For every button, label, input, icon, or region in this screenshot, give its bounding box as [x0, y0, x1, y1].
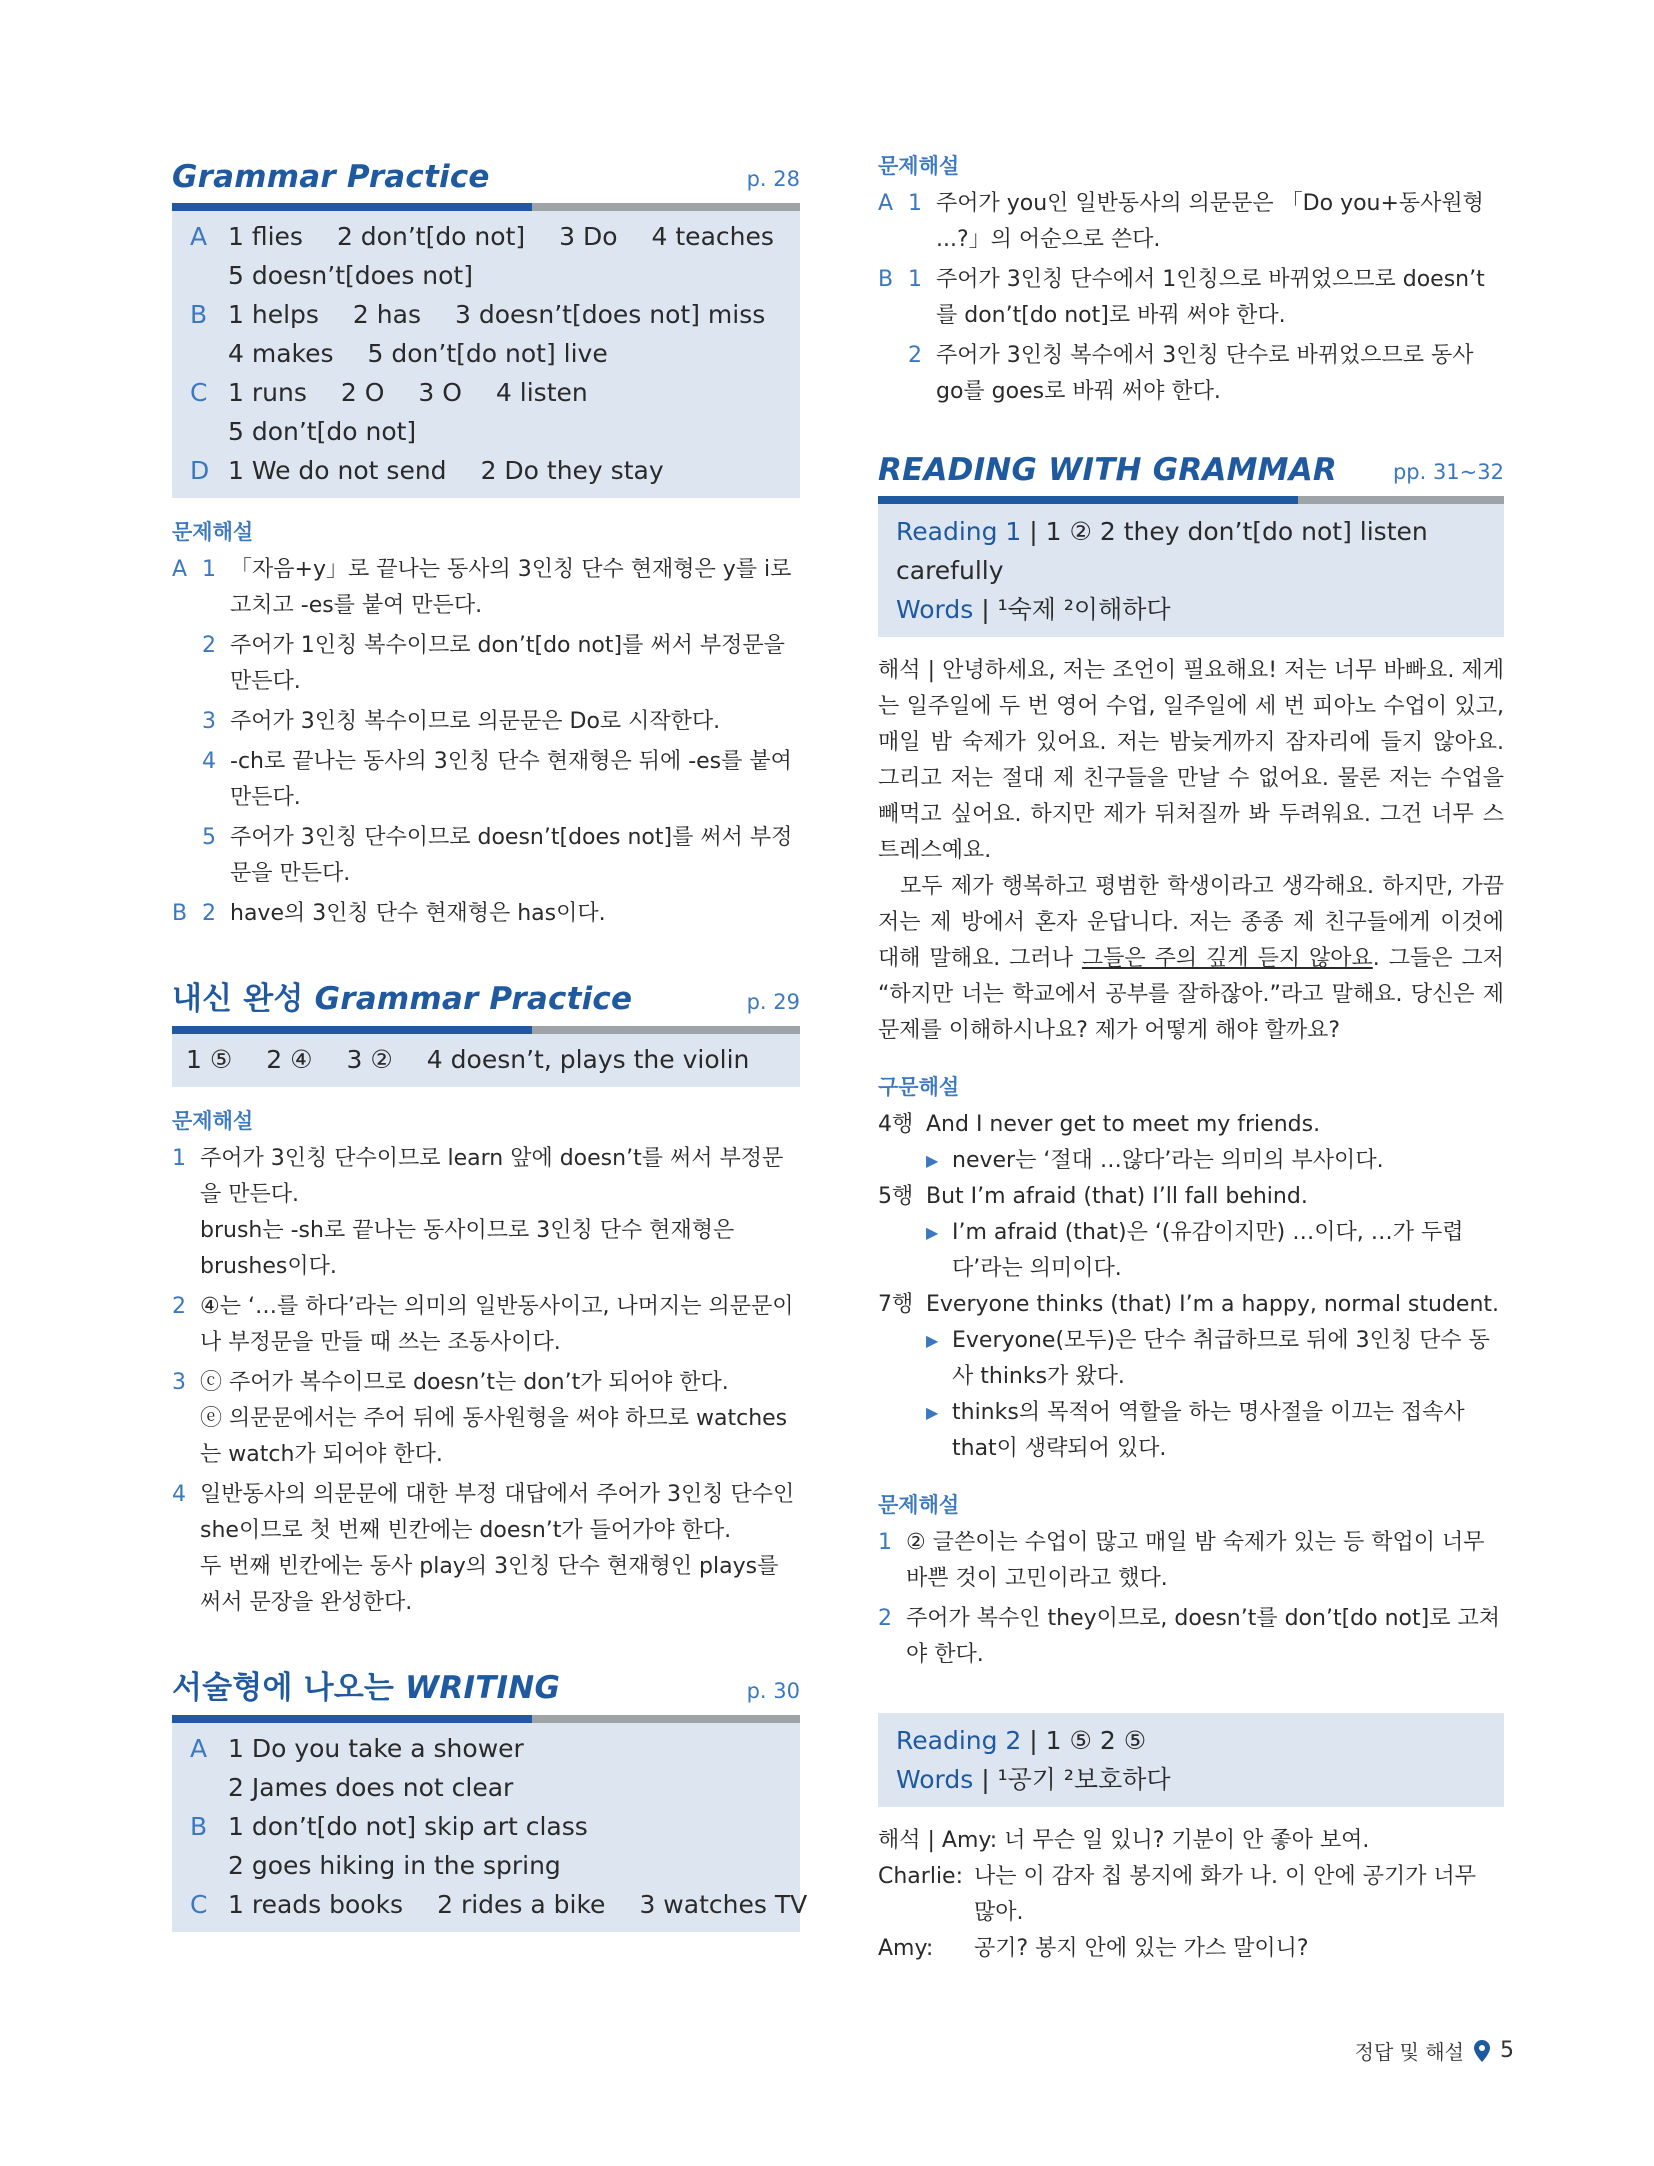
- explanation-number: 4: [202, 749, 216, 774]
- answer-letter: A: [190, 222, 208, 251]
- explanation-heading: 문제해설: [878, 154, 960, 178]
- explanation-letter: A: [878, 191, 894, 216]
- explanation-letter: [172, 628, 202, 700]
- explanation-number: 1: [878, 1530, 892, 1555]
- explanation-line: ⓔ 의문문에서는 주어 뒤에 동사원형을 써야 하므로 watches는 watch가 되어야 한다.: [200, 1406, 788, 1467]
- explanation-item: [172, 820, 800, 892]
- answer-item: 1 We do not send: [228, 456, 447, 485]
- dialogue-line: [878, 1859, 1504, 1931]
- dialogue-text: 공기? 봉지 안에 있는 가스 말이니?: [974, 1936, 1309, 1961]
- answer-items: [228, 1807, 622, 1846]
- explanation-line: brush는 -sh로 끝나는 동사이므로 3인칭 단수 현재형은 brushes이다.: [200, 1218, 735, 1279]
- explanation-item: [172, 744, 800, 816]
- answer-item: 3 Do: [559, 222, 618, 251]
- explanation-text: 주어가 1인칭 복수이므로 don’t[do not]를 써서 부정문을 만든다.: [230, 633, 785, 694]
- section-title: Grammar Practice: [172, 159, 490, 195]
- explanation-list: [172, 1141, 800, 1621]
- explanation-number: 1: [908, 191, 922, 216]
- reading-answers: 1 ② 2 they don’t[do not] listen carefully: [896, 517, 1428, 585]
- section-header-naesin: [172, 978, 800, 1026]
- translation-para-2a: 모두 제가 행복하고 평범한 학생이라고 생각해요. 하지만, 가끔 저는 제 방에서 혼자 운답니다. 저는 종종 제 친구들에게 이것에 대해 말해요. 그러나: [878, 874, 1504, 971]
- answer-item: 1 reads books: [228, 1890, 404, 1919]
- grammar-note: [878, 1215, 1504, 1287]
- answer-row: [190, 334, 782, 373]
- explanation-text: 주어가 복수인 they이므로, doesn’t를 don’t[do not]로 고쳐야 한다.: [906, 1606, 1500, 1667]
- answer-items: [228, 1885, 841, 1924]
- explanation-number: 2: [202, 633, 216, 658]
- grammar-line: [878, 1179, 1504, 1215]
- answer-box: [172, 1723, 808, 1932]
- explanation-number: 2: [908, 343, 922, 368]
- explanation-list: [172, 552, 800, 932]
- explanation-number: 2: [878, 1606, 892, 1631]
- answer-item: 1 Do you take a shower: [228, 1734, 524, 1763]
- reading-answer-box: Reading 1 | 1 ② 2 they don’t[do not] listen carefully Words | ¹숙제 ²이해하다: [878, 504, 1504, 637]
- answer-box: [172, 211, 800, 498]
- answer-row: [186, 1040, 782, 1079]
- answer-item: 4 doesn’t, plays the violin: [426, 1045, 750, 1074]
- location-pin-icon: [1474, 2040, 1490, 2062]
- speaker: Amy:: [941, 1828, 998, 1853]
- explanation-heading: 문제해설: [172, 1109, 254, 1133]
- explanation-item: [172, 1141, 800, 1285]
- explanation-text: 주어가 3인칭 단수에서 1인칭으로 바뀌었으므로 doesn’t를 don’t[do not]로 바꿔 써야 한다.: [936, 267, 1485, 328]
- answer-row: [190, 295, 782, 334]
- answer-items: [228, 373, 622, 412]
- grammar-line: [878, 1287, 1504, 1323]
- explanation-list: [878, 186, 1504, 410]
- explanation-text: [200, 1365, 800, 1473]
- explanation-text: [200, 1289, 800, 1361]
- explanation-item: [878, 338, 1504, 410]
- answer-row: [190, 256, 782, 295]
- explanation-item: [172, 896, 800, 932]
- grammar-sentence: And I never get to meet my friends.: [926, 1112, 1321, 1137]
- grammar-notes: [878, 1107, 1504, 1467]
- triangle-bullet-icon: ▶: [926, 1223, 939, 1242]
- words-answers: ¹공기 ²보호하다: [997, 1765, 1171, 1794]
- explanation-text: 「자음+y」로 끝나는 동사의 3인칭 단수 현재형은 y를 i로 고치고 -es를 붙여 만든다.: [230, 557, 792, 618]
- section-rule: [878, 496, 1504, 504]
- explanation-text: 주어가 3인칭 단수이므로 doesn’t[does not]를 써서 부정문을 만든다.: [230, 825, 793, 886]
- explanation-number: 1: [908, 267, 922, 292]
- answer-item: 2 Do they stay: [480, 456, 664, 485]
- answer-item: 3 O: [418, 378, 462, 407]
- grammar-note: [878, 1395, 1504, 1467]
- explanation-letter: B: [878, 267, 894, 292]
- answer-item: 2 goes hiking in the spring: [228, 1851, 561, 1880]
- words-label: Words: [896, 1765, 974, 1794]
- triangle-bullet-icon: ▶: [926, 1151, 939, 1170]
- answer-items: [228, 1729, 558, 1768]
- answer-row: [190, 1768, 782, 1807]
- section-title-kr: 내신 완성: [172, 981, 304, 1017]
- explanation-item: [172, 1365, 800, 1473]
- answer-items: [228, 1768, 547, 1807]
- explanation-letter: A: [172, 557, 188, 582]
- answer-row: [190, 412, 782, 451]
- answer-item: 5 doesn’t[does not]: [228, 261, 473, 290]
- speaker: Charlie:: [878, 1864, 964, 1889]
- explanation-item: [172, 1289, 800, 1361]
- explanation-text: ② 글쓴이는 수업이 많고 매일 밤 숙제가 있는 등 학업이 너무 바쁜 것이 고민이라고 했다.: [906, 1530, 1485, 1591]
- answer-item: 2 rides a bike: [437, 1890, 606, 1919]
- explanation-text: 주어가 3인칭 복수이므로 의문문은 Do로 시작한다.: [230, 709, 721, 734]
- explanation-heading: 문제해설: [878, 1493, 960, 1517]
- translation-para-2b: . 그들은 그저 “하지만 너는 학교에서 공부를 잘하잖아.”라고 말해요. 당신은 제 문제를 이해하시나요? 제가 어떻게 해야 할까요?: [878, 946, 1504, 1043]
- dialogue-line: [878, 1823, 1504, 1859]
- reading-answers: 1 ⑤ 2 ⑤: [1045, 1726, 1147, 1755]
- grammar-line: [878, 1107, 1504, 1143]
- section-title-en: Grammar Practice: [314, 981, 633, 1017]
- section-title-kr: 서술형에 나오는: [172, 1670, 395, 1706]
- explanation-text: 주어가 you인 일반동사의 의문문은 「Do you+동사원형 ...?」의 어순으로 쓴다.: [936, 191, 1484, 252]
- answer-item: 2 don’t[do not]: [336, 222, 526, 251]
- explanation-letter: B: [172, 901, 188, 926]
- answer-items: [228, 451, 698, 490]
- answer-item: 2 James does not clear: [228, 1773, 514, 1802]
- section-rule: [172, 1026, 800, 1034]
- explanation-line: ⓒ 주어가 복수이므로 doesn’t는 don’t가 되어야 한다.: [200, 1370, 729, 1395]
- answer-row: [190, 1807, 782, 1846]
- explanation-item: [878, 1601, 1504, 1673]
- answer-items: [228, 217, 808, 256]
- answer-item: 1 helps: [228, 300, 319, 329]
- dialogue-text: 너 무슨 일 있니? 기분이 안 좋아 보여.: [1004, 1828, 1370, 1853]
- grammar-note: [878, 1143, 1504, 1179]
- answer-items: [228, 295, 799, 334]
- grammar-note: [878, 1323, 1504, 1395]
- section-header-reading: [878, 448, 1504, 496]
- triangle-bullet-icon: ▶: [926, 1331, 939, 1350]
- explanation-item: [878, 1525, 1504, 1597]
- page-footer: [1355, 2036, 1514, 2065]
- page-ref: pp. 31~32: [1392, 460, 1504, 484]
- answer-row: [190, 217, 782, 256]
- answer-item: 2 ④: [266, 1045, 313, 1074]
- translation-para-1: 안녕하세요, 저는 조언이 필요해요! 저는 너무 바빠요. 제게는 일주일에 두 번 영어 수업, 일주일에 세 번 피아노 수업이 있고, 매일 밤 숙제가 있어요. 저는 밤늦게까지 잠자리에 들지 않아요. 그리고 저는 절대 제 친구들을 만날 수 없어요. 물론 저는 수업을 빼먹고 싶어요. 하지만 제가 뒤처질까 봐 두려워요. 그건 너무 스트레스예요.: [878, 658, 1504, 863]
- answer-row: [190, 1846, 782, 1885]
- speaker: Amy:: [878, 1936, 934, 1961]
- explanation-item: [878, 262, 1504, 334]
- page-ref: p. 29: [746, 990, 800, 1014]
- answer-item: 3 doesn’t[does not] miss: [454, 300, 766, 329]
- dialogue-line: [878, 1931, 1504, 1967]
- explanation-item: [172, 552, 800, 624]
- explanation-line: 두 번째 빈칸에는 동사 play의 3인칭 단수 현재형인 plays를 써서 문장을 완성한다.: [200, 1554, 779, 1615]
- explanation-text: have의 3인칭 단수 현재형은 has이다.: [230, 901, 606, 926]
- answer-items: [228, 1846, 595, 1885]
- footer-label: 정답 및 해설: [1354, 2040, 1464, 2064]
- answer-item: 4 teaches: [651, 222, 774, 251]
- answer-letter: [190, 1768, 228, 1807]
- page-number: 5: [1500, 2038, 1514, 2063]
- answer-item: 2 has: [352, 300, 421, 329]
- reading-label: Reading 2: [896, 1726, 1022, 1755]
- explanation-item: [878, 186, 1504, 258]
- answer-letter: B: [190, 1812, 208, 1841]
- section-rule: [172, 203, 800, 211]
- answer-item: 1 runs: [228, 378, 307, 407]
- explanation-number: 5: [202, 825, 216, 850]
- dialogue-first: [878, 1823, 1369, 1859]
- left-column: [172, 155, 808, 1932]
- dialogue-translation: [878, 1823, 1504, 1967]
- line-number: 4행: [878, 1112, 914, 1137]
- grammar-heading: 구문해설: [878, 1075, 960, 1099]
- explanation-item: [172, 704, 800, 740]
- answer-letter: [190, 412, 228, 451]
- grammar-note-text: never는 ‘절대 …않다’라는 의미의 부사이다.: [952, 1148, 1384, 1173]
- words-label: Words: [896, 595, 974, 624]
- answer-letter: D: [190, 456, 210, 485]
- explanation-text: [200, 1141, 800, 1285]
- grammar-note-text: Everyone(모두)은 단수 취급하므로 뒤에 3인칭 단수 동사 thinks가 왔다.: [952, 1328, 1490, 1389]
- right-column: [878, 150, 1504, 1967]
- grammar-sentence: But I’m afraid (that) I’ll fall behind.: [926, 1184, 1308, 1209]
- explanation-number: 3: [172, 1370, 186, 1395]
- explanation-text: [200, 1477, 800, 1621]
- explanation-text: -ch로 끝나는 동사의 3인칭 단수 현재형은 뒤에 -es를 붙여 만든다.: [230, 749, 792, 810]
- answer-row: [190, 1729, 782, 1768]
- translation: [878, 653, 1504, 1049]
- section-rule: [172, 1715, 800, 1723]
- answer-items: [186, 1040, 783, 1079]
- section-header-grammar-practice: [172, 155, 800, 203]
- page-ref: p. 28: [746, 167, 800, 191]
- section-title: [172, 1662, 560, 1707]
- explanation-number: 2: [172, 1294, 186, 1319]
- answer-items: [228, 412, 450, 451]
- explanation-line: 일반동사의 의문문에 대한 부정 대답에서 주어가 3인칭 단수인 she이므로 첫 번째 빈칸에는 doesn’t가 들어가야 한다.: [200, 1482, 795, 1543]
- grammar-note-text: thinks의 목적어 역할을 하는 명사절을 이끄는 접속사 that이 생략되어 있다.: [952, 1400, 1465, 1461]
- answer-row: [190, 373, 782, 412]
- answer-letter: A: [190, 1734, 208, 1763]
- answer-item: 5 don’t[do not]: [228, 417, 417, 446]
- answer-row: [190, 1885, 808, 1924]
- grammar-note-text: I’m afraid (that)은 ‘(유감이지만) …이다, …가 두렵다’라는 의미이다.: [952, 1220, 1464, 1281]
- translation-underlined: 그들은 주의 깊게 듣지 않아요: [1081, 946, 1373, 971]
- answer-item: 2 O: [340, 378, 385, 407]
- answer-item: 5 don’t[do not] live: [367, 339, 608, 368]
- explanation-item: [172, 1477, 800, 1621]
- explanation-number: 4: [172, 1482, 186, 1507]
- explanation-letter: [172, 704, 202, 740]
- dialogue-label: 해석 |: [878, 1828, 942, 1853]
- translation-label: 해석 |: [878, 658, 943, 683]
- page-ref: p. 30: [746, 1679, 800, 1703]
- section-title: [172, 973, 632, 1018]
- explanation-item: [172, 628, 800, 700]
- grammar-sentence: Everyone thinks (that) I’m a happy, normal student.: [926, 1292, 1500, 1317]
- explanation-number: 3: [202, 709, 216, 734]
- explanation-text: 주어가 3인칭 복수에서 3인칭 단수로 바뀌었으므로 동사 go를 goes로 바꿔 써야 한다.: [936, 343, 1474, 404]
- answer-item: 4 listen: [495, 378, 588, 407]
- answer-letter: [190, 334, 228, 373]
- answer-item: 3 watches TV: [639, 1890, 808, 1919]
- answer-item: 4 makes: [228, 339, 334, 368]
- section-title: READING WITH GRAMMAR: [878, 452, 1337, 488]
- explanation-number: 1: [172, 1146, 186, 1171]
- answer-letter: C: [190, 1890, 208, 1919]
- answer-item: 1 don’t[do not] skip art class: [228, 1812, 588, 1841]
- line-number: 5행: [878, 1184, 914, 1209]
- explanation-number: 2: [202, 901, 216, 926]
- answer-item: 1 ⑤: [186, 1045, 233, 1074]
- explanation-heading: 문제해설: [172, 520, 254, 544]
- answer-item: 1 flies: [228, 222, 303, 251]
- dialogue-text: 나는 이 감자 칩 봉지에 화가 나. 이 안에 공기가 너무 많아.: [974, 1864, 1476, 1925]
- reading-answer-box: Reading 2 | 1 ⑤ 2 ⑤ Words | ¹공기 ²보호하다: [878, 1713, 1504, 1807]
- section-title-en: WRITING: [405, 1670, 561, 1706]
- explanation-number: 1: [202, 557, 216, 582]
- answer-row: [190, 451, 782, 490]
- words-answers: ¹숙제 ²이해하다: [997, 595, 1171, 624]
- answer-items: [228, 334, 642, 373]
- explanation-line: ④는 ‘…를 하다’라는 의미의 일반동사이고, 나머지는 의문문이나 부정문을 만들 때 쓰는 조동사이다.: [200, 1294, 794, 1355]
- triangle-bullet-icon: ▶: [926, 1403, 939, 1422]
- answer-letter: B: [190, 300, 208, 329]
- answer-items: [228, 256, 507, 295]
- line-number: 7행: [878, 1292, 914, 1317]
- reading-label: Reading 1: [896, 517, 1022, 546]
- explanation-letter: [172, 744, 202, 816]
- answer-box: [172, 1034, 800, 1087]
- explanation-line: 주어가 3인칭 단수이므로 learn 앞에 doesn’t를 써서 부정문을 만든다.: [200, 1146, 784, 1207]
- explanation-letter: [172, 820, 202, 892]
- answer-letter: [190, 256, 228, 295]
- answer-letter: C: [190, 378, 208, 407]
- explanation-list: [878, 1525, 1504, 1673]
- section-header-writing: [172, 1667, 800, 1715]
- answer-letter: [190, 1846, 228, 1885]
- explanation-letter: [878, 338, 908, 410]
- answer-item: 3 ②: [346, 1045, 393, 1074]
